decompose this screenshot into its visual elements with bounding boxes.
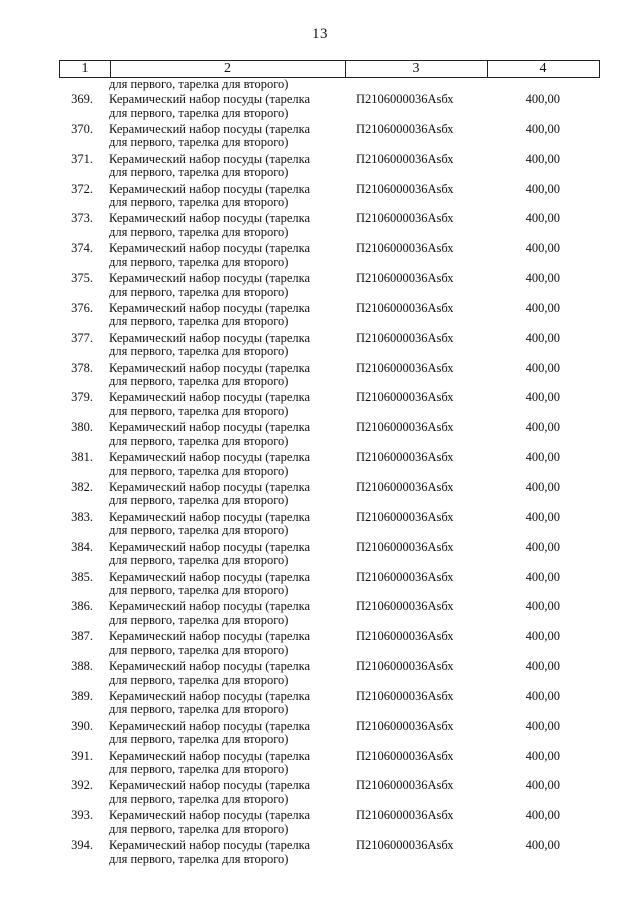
continued-text-row — [59, 78, 600, 92]
item-name-line-2: для первого, тарелка для второго) — [109, 553, 289, 568]
item-name — [109, 839, 349, 866]
row-number: 393. — [71, 808, 93, 823]
continued-item-name: для первого, тарелка для второго) — [109, 77, 289, 91]
item-code: П2106000036Asбх — [356, 92, 454, 106]
item-name-line-1: Керамический набор посуды (тарелка — [109, 92, 311, 106]
table-row — [59, 838, 600, 868]
item-name-line-2: для первого, тарелка для второго) — [109, 463, 289, 478]
item-price: 400,00 — [525, 539, 560, 554]
item-name — [109, 690, 349, 717]
item-name-line-2: для первого, тарелка для второго) — [109, 254, 289, 269]
item-name — [109, 421, 349, 448]
table-row — [59, 599, 600, 629]
item-name — [109, 183, 349, 210]
item-code: П2106000036Asбх — [356, 778, 454, 793]
item-name — [109, 93, 349, 120]
row-number: 380. — [71, 420, 93, 435]
item-name-line-1: Керамический набор посуды (тарелка — [109, 569, 311, 584]
item-name-line-2: для первого, тарелка для второго) — [109, 105, 289, 120]
item-code: П2106000036Asбх — [356, 718, 454, 733]
item-price: 400,00 — [525, 360, 560, 375]
item-name-line-1: Керамический набор посуды (тарелка — [109, 330, 311, 345]
item-name-line-1: Керамический набор посуды (тарелка — [109, 300, 311, 315]
item-code: П2106000036Asбх — [356, 300, 454, 315]
item-code: П2106000036Asбх — [356, 748, 454, 763]
item-price: 400,00 — [525, 151, 560, 166]
table-row — [59, 271, 600, 301]
item-name-line-2: для первого, тарелка для второго) — [109, 642, 289, 657]
item-name-line-1: Керамический набор посуды (тарелка — [109, 808, 311, 823]
row-number: 387. — [71, 629, 93, 644]
table-row — [59, 778, 600, 808]
item-name — [109, 750, 349, 777]
item-code: П2106000036Asбх — [356, 808, 454, 823]
item-code: П2106000036Asбх — [356, 271, 454, 286]
row-number: 379. — [71, 390, 93, 405]
row-number: 389. — [71, 688, 93, 703]
item-name — [109, 779, 349, 806]
item-code: П2106000036Asбх — [356, 659, 454, 674]
item-price: 400,00 — [525, 450, 560, 465]
table-row — [59, 92, 600, 122]
item-name-line-1: Керамический набор посуды (тарелка — [109, 390, 311, 405]
table-row — [59, 480, 600, 510]
item-name-line-1: Керамический набор посуды (тарелка — [109, 181, 311, 196]
column-header-2: 2 — [224, 61, 231, 76]
item-name-line-1: Керамический набор посуды (тарелка — [109, 151, 311, 166]
item-name-line-1: Керамический набор посуды (тарелка — [109, 479, 311, 494]
item-name — [109, 272, 349, 299]
item-code: П2106000036Asбх — [356, 390, 454, 405]
item-name-line-1: Керамический набор посуды (тарелка — [109, 509, 311, 524]
item-name — [109, 123, 349, 150]
item-name-line-2: для первого, тарелка для второго) — [109, 314, 289, 329]
item-name — [109, 571, 349, 598]
table-body — [59, 92, 600, 868]
row-number: 382. — [71, 479, 93, 494]
row-number: 386. — [71, 599, 93, 614]
item-name — [109, 242, 349, 269]
item-name-line-2: для первого, тарелка для второго) — [109, 732, 289, 747]
table-row — [59, 629, 600, 659]
item-name-line-2: для первого, тарелка для второго) — [109, 135, 289, 150]
item-code: П2106000036Asбх — [356, 151, 454, 166]
item-name-line-2: для первого, тарелка для второго) — [109, 851, 289, 866]
row-number: 390. — [71, 718, 93, 733]
item-name-line-2: для первого, тарелка для второго) — [109, 374, 289, 389]
row-number: 372. — [71, 181, 93, 196]
row-number: 394. — [71, 838, 93, 853]
item-price: 400,00 — [525, 92, 560, 106]
item-price: 400,00 — [525, 838, 560, 853]
item-price: 400,00 — [525, 778, 560, 793]
table-row — [59, 211, 600, 241]
item-name-line-1: Керамический набор посуды (тарелка — [109, 659, 311, 674]
row-number: 391. — [71, 748, 93, 763]
item-name-line-2: для первого, тарелка для второго) — [109, 821, 289, 836]
item-name — [109, 332, 349, 359]
item-price: 400,00 — [525, 569, 560, 584]
page-number: 13 — [312, 26, 328, 42]
row-number: 383. — [71, 509, 93, 524]
item-name-line-2: для первого, тарелка для второго) — [109, 702, 289, 717]
row-number: 381. — [71, 450, 93, 465]
table-row — [59, 450, 600, 480]
item-name — [109, 630, 349, 657]
item-price: 400,00 — [525, 330, 560, 345]
item-name-line-2: для первого, тарелка для второго) — [109, 583, 289, 597]
column-header-1: 1 — [81, 61, 89, 76]
item-code: П2106000036Asбх — [356, 420, 454, 435]
item-name-line-2: для первого, тарелка для второго) — [109, 195, 289, 210]
item-name-line-1: Керамический набор посуды (тарелка — [109, 420, 311, 435]
item-name-line-2: для первого, тарелка для второго) — [109, 433, 289, 448]
item-name — [109, 212, 349, 239]
item-price: 400,00 — [525, 718, 560, 733]
column-header-4: 4 — [539, 61, 547, 76]
row-number: 370. — [71, 121, 93, 136]
item-price: 400,00 — [525, 121, 560, 136]
table-row — [59, 420, 600, 450]
row-number: 375. — [71, 271, 93, 286]
item-name-line-1: Керамический набор посуды (тарелка — [109, 539, 311, 554]
item-price: 400,00 — [525, 479, 560, 494]
item-name-line-1: Керамический набор посуды (тарелка — [109, 748, 311, 763]
item-code: П2106000036Asбх — [356, 509, 454, 524]
item-name-line-1: Керамический набор посуды (тарелка — [109, 599, 311, 614]
row-number: 369. — [71, 92, 93, 106]
item-price: 400,00 — [525, 420, 560, 435]
item-name-line-1: Керамический набор посуды (тарелка — [109, 271, 311, 286]
item-price: 400,00 — [525, 629, 560, 644]
item-name-line-1: Керамический набор посуды (тарелка — [109, 778, 311, 793]
row-number: 384. — [71, 539, 93, 554]
item-price: 400,00 — [525, 241, 560, 256]
table-row — [59, 301, 600, 331]
table-row — [59, 749, 600, 779]
item-name — [109, 511, 349, 538]
item-name-line-1: Керамический набор посуды (тарелка — [109, 838, 311, 853]
item-name-line-2: для первого, тарелка для второго) — [109, 762, 289, 777]
column-header-3: 3 — [412, 61, 420, 76]
item-name — [109, 362, 349, 389]
item-name-line-1: Керамический набор посуды (тарелка — [109, 629, 311, 644]
item-name-line-2: для первого, тарелка для второго) — [109, 612, 289, 627]
item-name-line-2: для первого, тарелка для второго) — [109, 672, 289, 687]
item-name-line-2: для первого, тарелка для второго) — [109, 403, 289, 418]
item-price: 400,00 — [525, 509, 560, 524]
row-number: 371. — [71, 151, 93, 166]
item-name-line-2: для первого, тарелка для второго) — [109, 224, 289, 239]
item-code: П2106000036Asбх — [356, 450, 454, 465]
item-name — [109, 720, 349, 747]
item-price: 400,00 — [525, 748, 560, 763]
item-name — [109, 600, 349, 627]
item-code: П2106000036Asбх — [356, 599, 454, 614]
table-row — [59, 719, 600, 749]
item-price: 400,00 — [525, 390, 560, 405]
item-code: П2106000036Asбх — [356, 479, 454, 494]
table-row — [59, 182, 600, 212]
item-name-line-1: Керамический набор посуды (тарелка — [109, 360, 311, 375]
row-number: 373. — [71, 211, 93, 226]
item-code: П2106000036Asбх — [356, 569, 454, 584]
item-code: П2106000036Asбх — [356, 181, 454, 196]
item-price: 400,00 — [525, 688, 560, 703]
item-price: 400,00 — [525, 659, 560, 674]
table-row — [59, 659, 600, 689]
item-name — [109, 451, 349, 478]
item-code: П2106000036Asбх — [356, 330, 454, 345]
item-price: 400,00 — [525, 181, 560, 196]
item-code: П2106000036Asбх — [356, 539, 454, 554]
item-name-line-2: для первого, тарелка для второго) — [109, 284, 289, 299]
table-row — [59, 122, 600, 152]
table-row — [59, 361, 600, 391]
item-name — [109, 660, 349, 687]
item-code: П2106000036Asбх — [356, 241, 454, 256]
item-name-line-1: Керамический набор посуды (тарелка — [109, 718, 311, 733]
item-name-line-1: Керамический набор посуды (тарелка — [109, 450, 311, 465]
table-row — [59, 331, 600, 361]
item-name — [109, 541, 349, 568]
item-name-line-1: Керамический набор посуды (тарелка — [109, 688, 311, 703]
item-code: П2106000036Asбх — [356, 629, 454, 644]
item-name-line-2: для первого, тарелка для второго) — [109, 791, 289, 806]
item-code: П2106000036Asбх — [356, 838, 454, 853]
item-name-line-2: для первого, тарелка для второго) — [109, 344, 289, 359]
item-name-line-1: Керамический набор посуды (тарелка — [109, 121, 311, 136]
item-name — [109, 809, 349, 836]
item-price: 400,00 — [525, 808, 560, 823]
table-row — [59, 510, 600, 540]
table-row — [59, 570, 600, 600]
row-number: 392. — [71, 778, 93, 793]
item-code: П2106000036Asбх — [356, 121, 454, 136]
item-price: 400,00 — [525, 271, 560, 286]
item-code: П2106000036Asбх — [356, 688, 454, 703]
item-name — [109, 302, 349, 329]
row-number: 378. — [71, 360, 93, 375]
row-number: 377. — [71, 330, 93, 345]
row-number: 376. — [71, 300, 93, 315]
item-price: 400,00 — [525, 211, 560, 226]
table-header-row — [59, 60, 600, 78]
row-number: 388. — [71, 659, 93, 674]
item-name-line-2: для первого, тарелка для второго) — [109, 165, 289, 180]
item-name-line-1: Керамический набор посуды (тарелка — [109, 211, 311, 226]
item-name-line-2: для первого, тарелка для второго) — [109, 523, 289, 538]
item-price: 400,00 — [525, 300, 560, 315]
item-name — [109, 481, 349, 508]
table-row — [59, 152, 600, 182]
item-name — [109, 153, 349, 180]
item-name-line-1: Керамический набор посуды (тарелка — [109, 241, 311, 256]
table-row — [59, 390, 600, 420]
row-number: 374. — [71, 241, 93, 256]
item-name-line-2: для первого, тарелка для второго) — [109, 493, 289, 508]
item-code: П2106000036Asбх — [356, 211, 454, 226]
item-code: П2106000036Asбх — [356, 360, 454, 375]
item-price: 400,00 — [525, 599, 560, 614]
item-name — [109, 391, 349, 418]
items-table — [59, 60, 600, 868]
table-row — [59, 540, 600, 570]
table-row — [59, 689, 600, 719]
table-row — [59, 241, 600, 271]
table-row — [59, 808, 600, 838]
row-number: 385. — [71, 569, 93, 584]
